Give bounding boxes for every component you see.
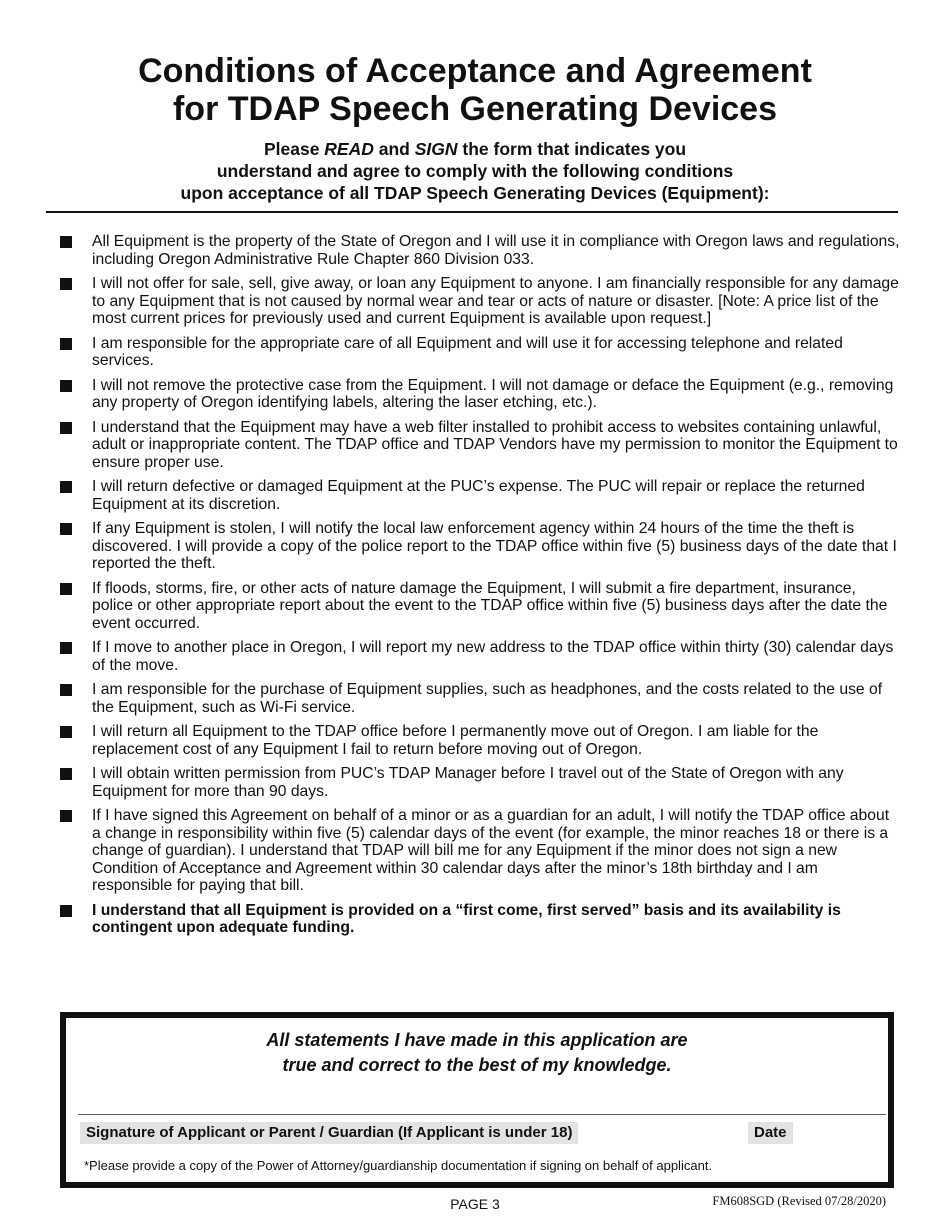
bullet-square-icon bbox=[60, 380, 72, 392]
bullet-square-icon bbox=[60, 236, 72, 248]
condition-item bbox=[58, 377, 900, 412]
bullet-square-icon bbox=[60, 583, 72, 595]
instruction-line-2: understand and agree to comply with the following conditions bbox=[216, 161, 734, 181]
condition-text: I will not offer for sale, sell, give away, or loan any Equipment to anyone. I am financially responsible for any damage to any Equipment that is not caused by normal wear and tear or acts of nature or disaster. [Note: A price list of the most current prices for previously used and current Equipment is available upon request.] bbox=[92, 275, 899, 327]
condition-item bbox=[58, 723, 900, 758]
instruction-prefix: Please bbox=[263, 139, 325, 159]
signature-label: Signature of Applicant or Parent / Guardian (If Applicant is under 18) bbox=[80, 1122, 578, 1144]
bullet-square-icon bbox=[60, 481, 72, 493]
condition-item bbox=[58, 765, 900, 800]
condition-text: I will return all Equipment to the TDAP office before I permanently move out of Oregon. I am liable for the replacement cost of any Equipment I fail to return before moving out of Oregon. bbox=[92, 723, 819, 758]
condition-text: I am responsible for the appropriate care of all Equipment and will use it for accessing telephone and related services. bbox=[92, 334, 843, 369]
condition-text: If I have signed this Agreement on behalf of a minor or as a guardian for an adult, I will notify the TDAP office about a change in responsibility within five (5) calendar days of the event (for example, the minor reaches 18 or there is a change of guardian). I understand that TDAP will bill me for any Equipment if the minor does not sign a new Condition of Acceptance and Agreement within 30 calendar days after the minor’s 18th birthday and I am responsible for paying that bill. bbox=[92, 807, 890, 894]
condition-item bbox=[58, 419, 900, 472]
condition-text: I will obtain written permission from PUC’s TDAP Manager before I travel out of the State of Oregon with any Equipment for more than 90 days. bbox=[92, 765, 844, 800]
bullet-square-icon bbox=[60, 768, 72, 780]
condition-text: If I move to another place in Oregon, I will report my new address to the TDAP office within thirty (30) calendar days of the move. bbox=[92, 639, 894, 674]
signature-line[interactable] bbox=[78, 1114, 886, 1115]
condition-item bbox=[58, 639, 900, 674]
condition-item bbox=[58, 580, 900, 633]
condition-item bbox=[58, 478, 900, 513]
conditions-list bbox=[58, 233, 900, 944]
page-number: PAGE 3 bbox=[450, 1196, 500, 1212]
bullet-square-icon bbox=[60, 278, 72, 290]
bullet-square-icon bbox=[60, 810, 72, 822]
title-line-1: Conditions of Acceptance and Agreement bbox=[138, 52, 812, 90]
bullet-square-icon bbox=[60, 422, 72, 434]
instruction-and: and bbox=[373, 139, 415, 159]
instruction-read: READ bbox=[324, 139, 374, 159]
date-label: Date bbox=[748, 1122, 793, 1144]
condition-text: I understand that all Equipment is provided on a “first come, first served” basis and its availability is contingent upon adequate funding. bbox=[92, 901, 841, 936]
title-line-2: for TDAP Speech Generating Devices bbox=[172, 90, 777, 128]
statement-line-2: true and correct to the best of my knowledge. bbox=[282, 1055, 672, 1075]
bullet-square-icon bbox=[60, 338, 72, 350]
condition-item bbox=[58, 520, 900, 573]
instruction-line-3: upon acceptance of all TDAP Speech Generating Devices (Equipment): bbox=[180, 183, 770, 203]
condition-text: I am responsible for the purchase of Equipment supplies, such as headphones, and the costs related to the use of the Equipment, such as Wi-Fi service. bbox=[92, 681, 883, 716]
guardianship-footnote: *Please provide a copy of the Power of Attorney/guardianship documentation if signing on behalf of applicant. bbox=[84, 1158, 713, 1173]
instructions bbox=[0, 138, 950, 204]
form-code: FM608SGD (Revised 07/28/2020) bbox=[712, 1194, 886, 1208]
bullet-square-icon bbox=[60, 684, 72, 696]
condition-item bbox=[58, 233, 900, 268]
condition-text: All Equipment is the property of the State of Oregon and I will use it in compliance with Oregon laws and regulations, including Oregon Administrative Rule Chapter 860 Division 033. bbox=[92, 233, 900, 268]
condition-item-funding bbox=[58, 902, 900, 937]
condition-text: If floods, storms, fire, or other acts of nature damage the Equipment, I will submit a fire department, insurance, police or other appropriate report about the event to the TDAP office within five (5) business days after the date the event occurred. bbox=[92, 579, 888, 632]
condition-item bbox=[58, 335, 900, 370]
bullet-square-icon bbox=[60, 905, 72, 917]
condition-text: I will return defective or damaged Equipment at the PUC’s expense. The PUC will repair or replace the returned Equipment at its discretion. bbox=[92, 478, 865, 513]
bullet-square-icon bbox=[60, 642, 72, 654]
condition-item bbox=[58, 275, 900, 328]
page-title bbox=[0, 52, 950, 128]
instruction-sign: SIGN bbox=[414, 139, 458, 159]
condition-text: I will not remove the protective case from the Equipment. I will not damage or deface the Equipment (e.g., removing any property of Oregon identifying labels, altering the laser etching, etc.). bbox=[92, 376, 894, 411]
condition-item bbox=[58, 807, 900, 895]
condition-item bbox=[58, 681, 900, 716]
instruction-line1-rest: the form that indicates you bbox=[457, 139, 687, 159]
statement-line-1: All statements I have made in this application are bbox=[266, 1030, 688, 1050]
condition-text: I understand that the Equipment may have a web filter installed to prohibit access to websites containing unlawful, adult or inappropriate content. The TDAP office and TDAP Vendors have my permission to monitor the Equipment to ensure proper use. bbox=[92, 418, 898, 471]
header-divider bbox=[46, 211, 898, 213]
condition-text: If any Equipment is stolen, I will notify the local law enforcement agency within 24 hours of the time the theft is discovered. I will provide a copy of the police report to the TDAP office within five (5) business days of the date that I reported the theft. bbox=[92, 520, 897, 572]
bullet-square-icon bbox=[60, 523, 72, 535]
bullet-square-icon bbox=[60, 726, 72, 738]
certification-statement bbox=[66, 1028, 888, 1078]
certification-box bbox=[60, 1012, 894, 1188]
